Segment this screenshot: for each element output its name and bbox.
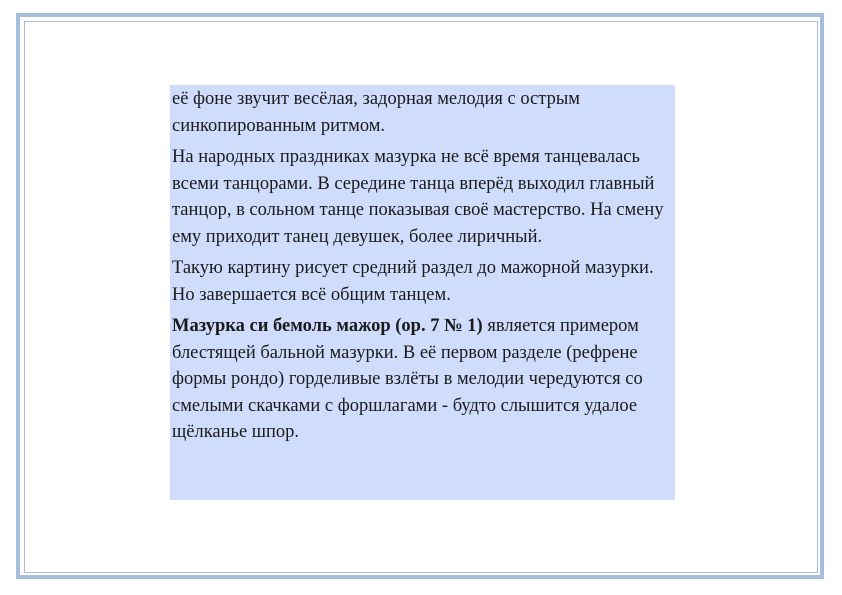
paragraph-4 — [172, 313, 671, 446]
paragraph-2-text: На народных праздниках мазурка не всё время танцевалась всеми танцорами. В середине танца вперёд выходил главный танцор, в сольном танце показывая своё мастерство. На смену ему приходит танец девушек, более лиричный. — [172, 147, 664, 247]
paragraph-3-text: Такую картину рисует средний раздел до мажорной мазурки. Но завершается всё общим танцем. — [172, 258, 654, 305]
paragraph-1-text: её фоне звучит весёлая, задорная мелодия с острым синкопированным ритмом. — [172, 89, 580, 136]
paragraph-3 — [172, 255, 671, 308]
paragraph-2 — [172, 144, 671, 250]
paragraph-4-bold-title: Мазурка си бемоль мажор (ор. 7 № 1) — [172, 316, 483, 336]
paragraph-1 — [172, 86, 671, 139]
text-box — [170, 85, 675, 500]
paragraph-4-text: является примером блестящей бальной мазурки. В её первом разделе (рефрене формы рондо) горделивые взлёты в мелодии чередуются со смелыми скачками с форшлагами - будто слышится удалое щёлканье шпор. — [172, 316, 643, 442]
